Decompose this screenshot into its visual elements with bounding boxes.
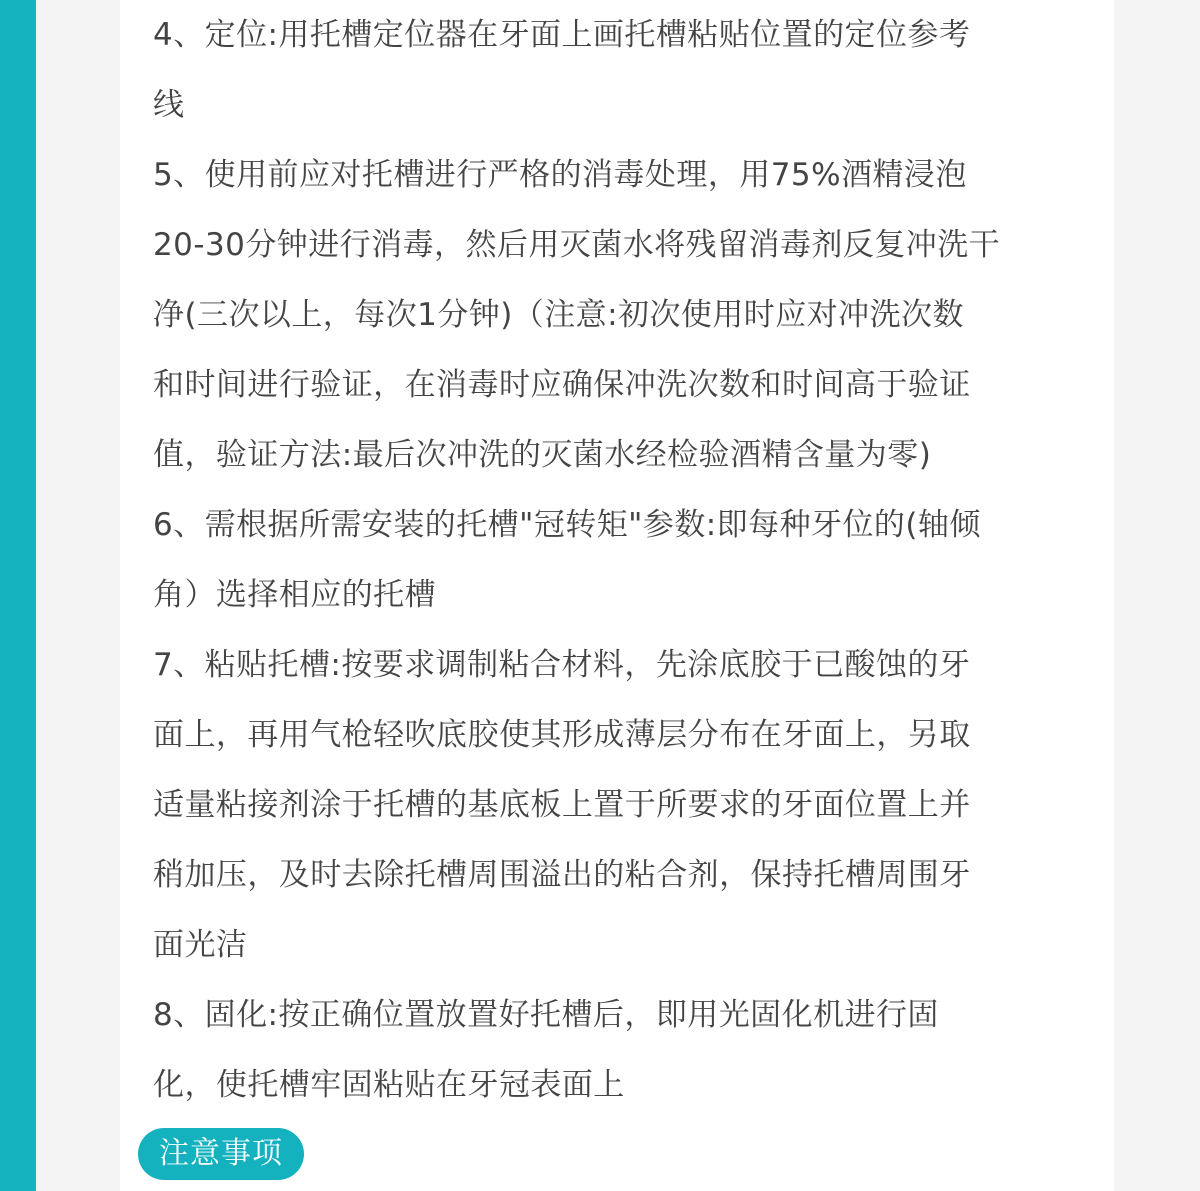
step-item-6 xyxy=(153,490,1087,630)
step-4-line-2: 线 xyxy=(153,87,185,123)
step-5-line-5: 值，验证方法:最后次冲洗的灭菌水经检验酒精含量为零) xyxy=(153,437,932,473)
left-accent-bar xyxy=(0,0,36,1191)
step-7-line-2: 面上，再用气枪轻吹底胶使其形成薄层分布在牙面上，另取 xyxy=(153,717,971,753)
step-4-line-1: 4、定位:用托槽定位器在牙面上画托槽粘贴位置的定位参考 xyxy=(153,17,971,53)
article-body xyxy=(153,0,1087,1120)
step-7-line-5: 面光洁 xyxy=(153,927,248,963)
step-8-line-2: 化，使托槽牢固粘贴在牙冠表面上 xyxy=(153,1067,625,1103)
step-8-line-1: 8、固化:按正确位置放置好托槽后，即用光固化机进行固 xyxy=(153,997,939,1033)
step-item-5 xyxy=(153,140,1087,490)
step-6-line-2: 角）选择相应的托槽 xyxy=(153,577,437,613)
step-7-line-3: 适量粘接剂涂于托槽的基底板上置于所要求的牙面位置上并 xyxy=(153,787,971,823)
step-6-line-1: 6、需根据所需安装的托槽"冠转矩"参数:即每种牙位的(轴倾 xyxy=(153,507,981,543)
step-5-line-3: 净(三次以上，每次1分钟)（注意:初次使用时应对冲洗次数 xyxy=(153,297,964,333)
section-badge-precautions: 注意事项 xyxy=(138,1128,304,1180)
step-5-line-1: 5、使用前应对托槽进行严格的消毒处理，用75%酒精浸泡 xyxy=(153,157,967,193)
step-item-4 xyxy=(153,0,1087,140)
step-5-line-2: 20-30分钟进行消毒，然后用灭菌水将残留消毒剂反复冲洗干 xyxy=(153,227,1001,263)
step-7-line-1: 7、粘贴托槽:按要求调制粘合材料，先涂底胶于已酸蚀的牙 xyxy=(153,647,971,683)
step-7-line-4: 稍加压，及时去除托槽周围溢出的粘合剂，保持托槽周围牙 xyxy=(153,857,971,893)
step-item-8 xyxy=(153,980,1087,1120)
step-5-line-4: 和时间进行验证，在消毒时应确保冲洗次数和时间高于验证 xyxy=(153,367,971,403)
step-item-7 xyxy=(153,630,1087,980)
